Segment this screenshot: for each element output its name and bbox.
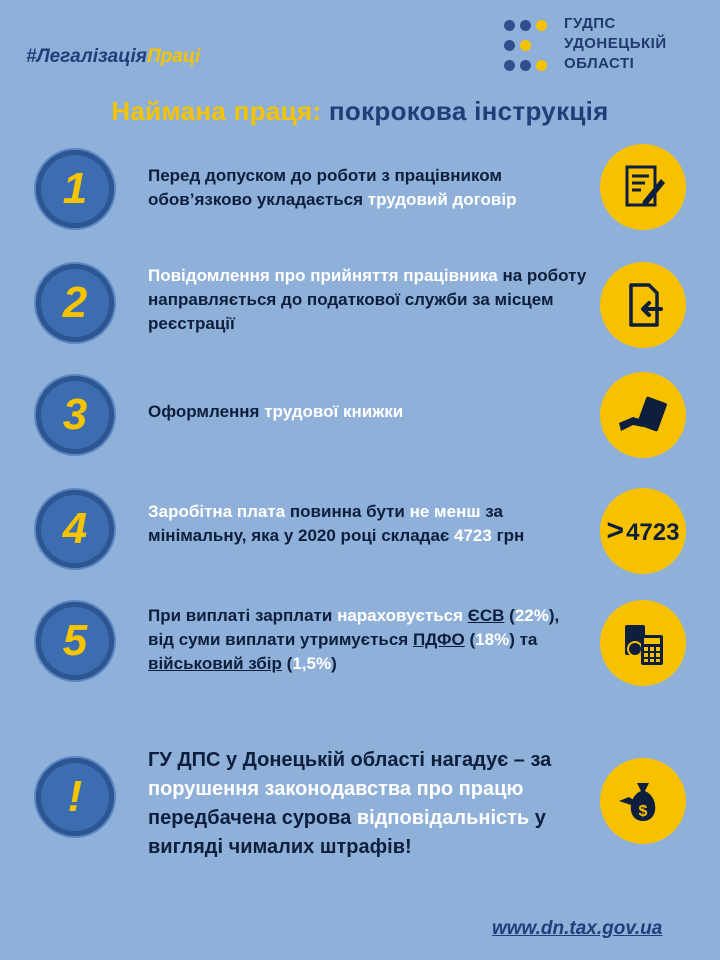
document-send-icon	[600, 262, 686, 348]
money-bag-icon	[600, 758, 686, 844]
step-number-badge: 2	[36, 264, 114, 342]
step-number-badge: 3	[36, 376, 114, 454]
contract-sign-icon	[600, 144, 686, 230]
step-text: Заробітна плата повинна бути не менш за мінімальну, яка у 2020 році складає 4723 грн	[148, 502, 525, 545]
logo-line-2: УДОНЕЦЬКІЙ	[564, 35, 667, 52]
step-text: Перед допуском до роботи з працівником обов’язково укладається трудовий договір	[148, 166, 517, 209]
minimum-wage-badge: > 4723	[600, 488, 686, 574]
hand-workbook-icon	[600, 372, 686, 458]
logo-dots-icon	[504, 16, 554, 74]
website-link[interactable]: www.dn.tax.gov.ua	[492, 918, 663, 939]
hashtag	[26, 46, 200, 68]
svg-text:$: $	[638, 803, 648, 820]
step-number-badge: 4	[36, 490, 114, 568]
warning-number-badge: !	[36, 758, 114, 836]
title-part1: Наймана праця:	[111, 96, 322, 126]
step-text: Повідомлення про прийняття працівника на роботу направляється до податкової служби за місцем реєстрації	[148, 266, 587, 333]
title-part2: покрокова інструкція	[328, 96, 609, 126]
step-text: При виплаті зарплати нараховується ЄСВ (22%), від суми виплати утримується ПДФО (18%) та військовий збір (1,5%)	[148, 606, 560, 673]
warning-text: ГУ ДПС у Донецькій області нагадує – за порушення законодавства про працю передбачена сурова відповідальність у вигляді чималих штрафів!	[148, 749, 552, 858]
calculator-icon	[600, 600, 686, 686]
hashtag-part1: #Легалізація	[26, 46, 147, 67]
logo-line-1: ГУДПС	[564, 15, 616, 32]
step-text: Оформлення трудової книжки	[148, 402, 404, 421]
hashtag-part2: Праці	[146, 46, 201, 67]
step-number-badge: 1	[36, 150, 114, 228]
logo-line-3: ОБЛАСТІ	[564, 55, 635, 72]
step-number-badge: 5	[36, 602, 114, 680]
page-title	[0, 96, 720, 127]
